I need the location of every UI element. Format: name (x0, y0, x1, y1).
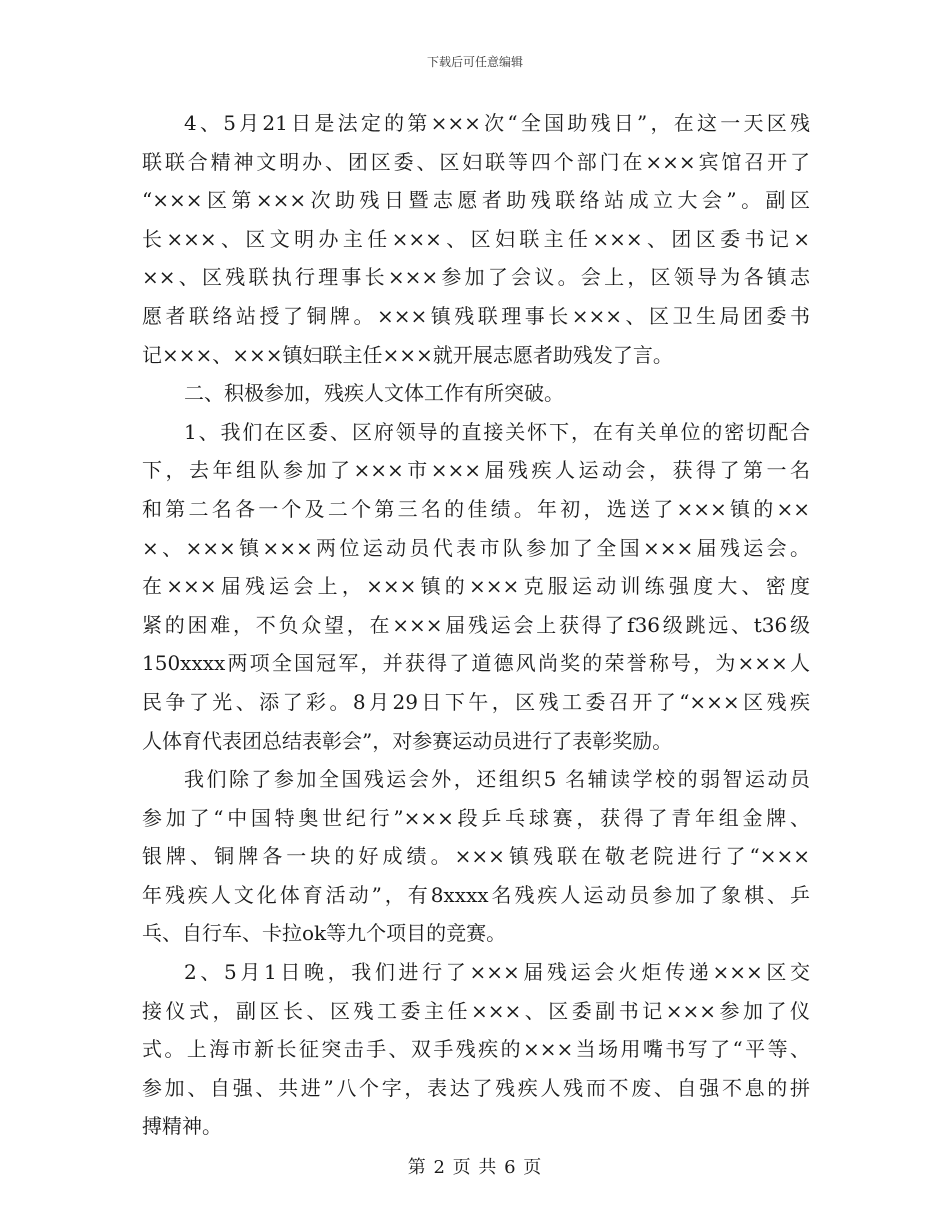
text-line: 和第二名各一个及二个第三名的佳绩。年初，选送了×××镇的×× (142, 496, 810, 521)
text-line: 记×××、×××镇妇联主任×××就开展志愿者助残发了言。 (142, 342, 673, 367)
text-line: 银牌、铜牌各一块的好成绩。×××镇残联在敬老院进行了“××× (142, 844, 810, 869)
text-line: ××、区残联执行理事长×××参加了会议。会上，区领导为各镇志 (142, 265, 810, 290)
text-line: 4、5月21日是法定的第×××次“全国助残日”，在这一天区残 (184, 111, 810, 135)
text-line: 式。上海市新长征突击手、双手残疾的×××当场用嘴书写了“平等、 (142, 1037, 810, 1062)
text-line: 参加、自强、共进”八个字，表达了残疾人残而不废、自强不息的拼 (142, 1075, 810, 1100)
text-line: 150xxxx两项全国冠军，并获得了道德风尚奖的荣誉称号，为×××人 (142, 651, 810, 676)
text-line: 搏精神。 (142, 1114, 222, 1139)
text-line: 1、我们在区委、区府领导的直接关怀下，在有关单位的密切配合 (184, 419, 810, 444)
text-line: 乓、自行车、卡拉ok等九个项目的竞赛。 (142, 921, 507, 946)
text-line: 接仪式，副区长、区残工委主任×××、区委副书记×××参加了仪 (142, 998, 810, 1023)
text-line: 下，去年组队参加了×××市×××届残疾人运动会，获得了第一名 (142, 458, 810, 483)
text-line: “×××区第×××次助残日暨志愿者助残联络站成立大会”。副区 (142, 188, 810, 213)
text-line: 二、积极参加，残疾人文体工作有所突破。 (184, 381, 564, 406)
page-number-footer: 第 2 页 共 6 页 (407, 1157, 543, 1178)
text-line: 我们除了参加全国残运会外，还组织5 名辅读学校的弱智运动员 (184, 767, 810, 792)
text-line: 在×××届残运会上，×××镇的×××克服运动训练强度大、密度 (142, 574, 810, 599)
text-line: 民争了光、添了彩。8月29日下午，区残工委召开了“×××区残疾 (142, 689, 810, 714)
header-note: 下载后可任意编辑 (426, 55, 523, 69)
text-line: 联联合精神文明办、团区委、区妇联等四个部门在×××宾馆召开了 (142, 149, 810, 174)
text-line: 参加了“中国特奥世纪行”×××段乒乓球赛，获得了青年组金牌、 (142, 805, 810, 830)
text-line: 2、5月1日晚，我们进行了×××届残运会火炬传递×××区交 (184, 960, 810, 985)
text-line: 年残疾人文化体育活动”，有8xxxx名残疾人运动员参加了象棋、乒 (142, 882, 810, 907)
text-line: 长×××、区文明办主任×××、区妇联主任×××、团区委书记× (142, 226, 810, 251)
text-line: ×、×××镇×××两位运动员代表市队参加了全国×××届残运会。 (142, 535, 810, 560)
text-line: 愿者联络站授了铜牌。×××镇残联理事长×××、区卫生局团委书 (142, 303, 810, 328)
text-line: 人体育代表团总结表彰会”，对参赛运动员进行了表彰奖励。 (142, 728, 673, 753)
text-line: 紧的困难，不负众望，在×××届残运会上获得了f36级跳远、t36级 (142, 612, 810, 637)
document-body (142, 104, 810, 1146)
